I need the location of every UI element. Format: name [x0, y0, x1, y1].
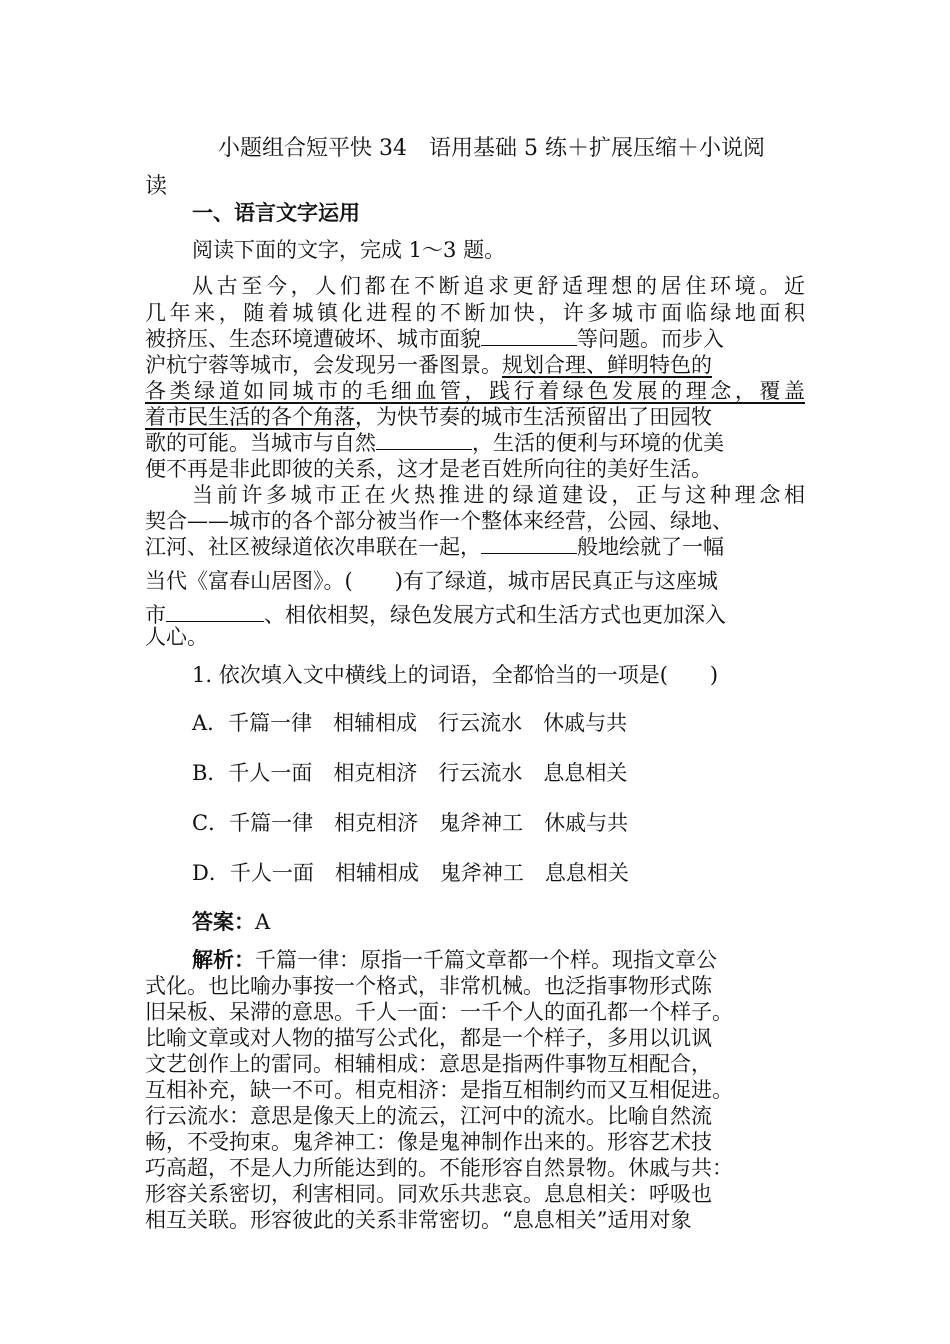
fill-blank [481, 535, 577, 554]
analysis-line: 巧高超，不是人力所能达到的。不能形容自然景物。休戚与共： [145, 1156, 733, 1180]
analysis-line: 互相补充，缺一不可。相克相济：是指互相制约而又互相促进。 [145, 1078, 733, 1102]
underlined-sentence: 着市民生活的各个角落 [145, 405, 355, 429]
question-stem: 1. 依次填入文中横线上的词语，全都恰当的一项是( ) [192, 663, 719, 687]
passage-line: 江河、社区被绿道依次串联在一起， 般地绘就了一幅 [145, 535, 724, 559]
analysis-line: 旧呆板、呆滞的意思。千人一面：一千个人的面孔都一个样子。 [145, 1000, 733, 1024]
underlined-sentence: 规划合理、鲜明特色的 [502, 353, 712, 377]
passage-line: 便不再是非此即彼的关系，这才是老百姓所向往的美好生活。 [145, 457, 712, 481]
section-heading: 一、语言文字运用 [192, 201, 360, 225]
passage-line: 沪杭宁蓉等城市，会发现另一番图景。规划合理、鲜明特色的 [145, 353, 712, 377]
passage-line: 人心。 [145, 625, 208, 649]
answer-value: A [255, 910, 271, 934]
instruction-text: 阅读下面的文字，完成 1～3 题。 [192, 238, 506, 262]
passage-line: 当代《富春山居图》。( )有了绿道，城市居民真正与这座城 [145, 569, 718, 593]
analysis-line: 解析：千篇一律：原指一千篇文章都一个样。现指文章公 [192, 948, 717, 972]
passage-line: 当前许多城市正在火热推进的绿道建设，正与这种理念相 [192, 483, 805, 507]
page-title-continued: 读 [145, 174, 168, 199]
passage-line: 市 、相依相契，绿色发展方式和生活方式也更加深入 [145, 603, 726, 627]
passage-line: 从古至今，人们都在不断追求更舒适理想的居住环境。近 [192, 274, 805, 298]
analysis-label: 解析： [192, 948, 255, 972]
fill-blank [166, 603, 264, 622]
answer-label: 答案： [192, 910, 255, 934]
analysis-line: 行云流水：意思是像天上的流云，江河中的流水。比喻自然流 [145, 1104, 712, 1128]
passage-line: 被挤压、生态环境遭破坏、城市面貌 等问题。而步入 [145, 327, 724, 351]
option-c: C．千篇一律 相克相济 鬼斧神工 休戚与共 [192, 811, 629, 835]
passage-line: 着市民生活的各个角落，为快节奏的城市生活预留出了田园牧 [145, 405, 712, 429]
passage-line: 几年来，随着城镇化进程的不断加快，许多城市面临绿地面积 [145, 301, 805, 325]
analysis-line: 畅，不受拘束。鬼斧神工：像是鬼神制作出来的。形容艺术技 [145, 1130, 712, 1154]
answer [192, 909, 270, 935]
option-b: B．千人一面 相克相济 行云流水 息息相关 [192, 761, 628, 785]
option-d: D．千人一面 相辅相成 鬼斧神工 息息相关 [192, 861, 629, 885]
option-a: A．千篇一律 相辅相成 行云流水 休戚与共 [192, 711, 628, 735]
fill-blank [481, 327, 577, 346]
passage-line: 契合——城市的各个部分被当作一个整体来经营，公园、绿地、 [145, 509, 733, 533]
underlined-sentence: 各类绿道如同城市的毛细血管，践行着绿色发展的理念，覆盖 [145, 379, 805, 403]
fill-blank [376, 431, 472, 450]
page-title: 小题组合短平快 34 语用基础 5 练＋扩展压缩＋小说阅 [218, 136, 765, 161]
analysis-line: 文艺创作上的雷同。相辅相成：意思是指两件事物互相配合， [145, 1052, 712, 1076]
analysis-line: 相互关联。形容彼此的关系非常密切。“息息相关”适用对象 [145, 1208, 692, 1232]
analysis-line: 形容关系密切，利害相同。同欢乐共悲哀。息息相关：呼吸也 [145, 1182, 712, 1206]
analysis-line: 式化。也比喻办事按一个格式，非常机械。也泛指事物形式陈 [145, 974, 712, 998]
analysis-line: 比喻文章或对人物的描写公式化，都是一个样子，多用以讥讽 [145, 1026, 712, 1050]
passage-line: 歌的可能。当城市与自然 ，生活的便利与环境的优美 [145, 431, 724, 455]
